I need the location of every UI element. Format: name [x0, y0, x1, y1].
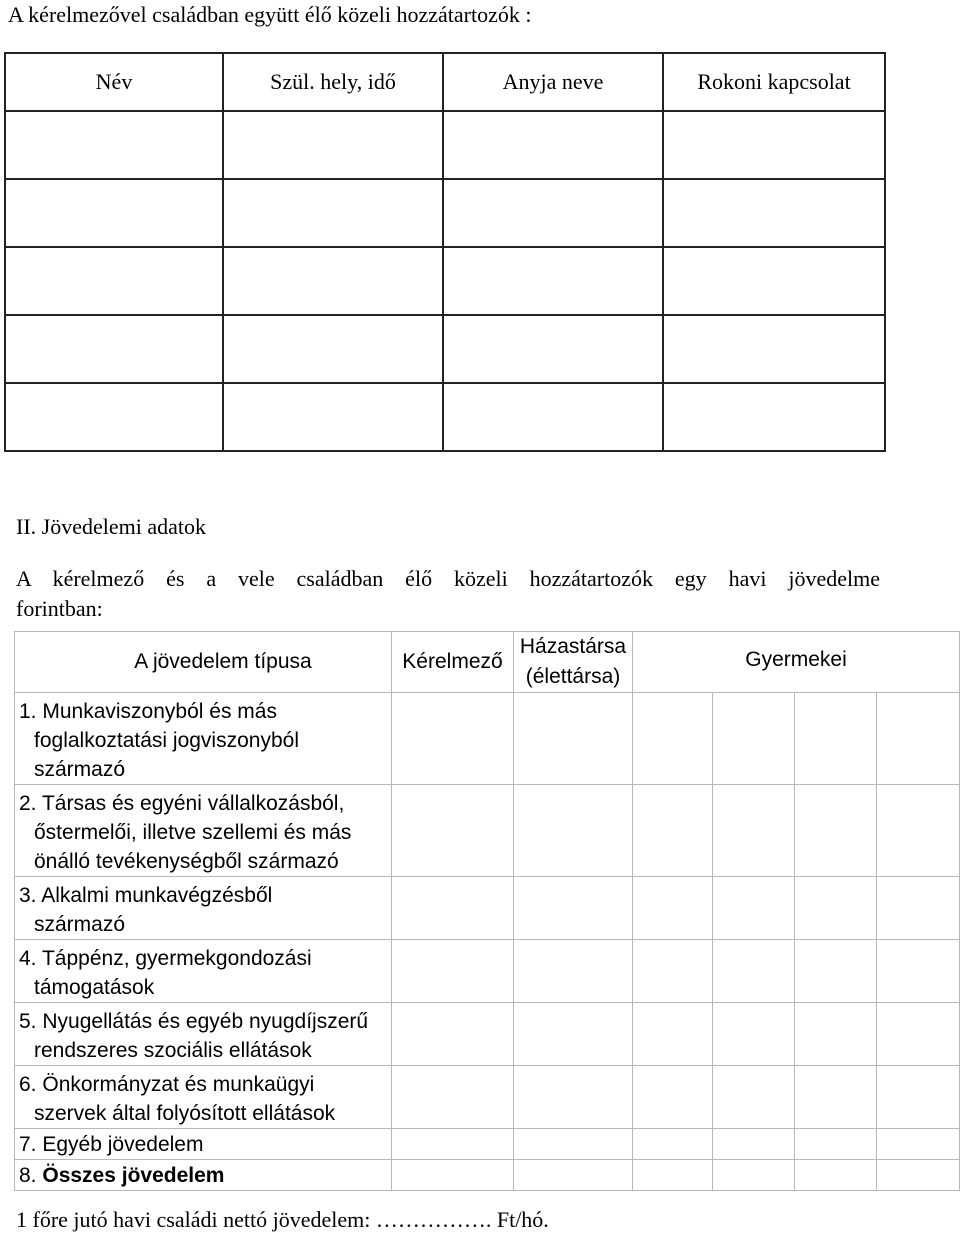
- family-members-table: [4, 52, 886, 452]
- income-type-label: [15, 1066, 392, 1129]
- child-income-cell[interactable]: [795, 785, 877, 877]
- spouse-income-cell[interactable]: [514, 877, 633, 940]
- table-row: [5, 315, 885, 383]
- child-income-cell[interactable]: [795, 940, 877, 1003]
- row-line1: Nyugellátás és egyéb nyugdíjszerű: [42, 1010, 369, 1033]
- child-income-cell[interactable]: [877, 877, 960, 940]
- child-income-cell[interactable]: [877, 693, 960, 785]
- table-row: [5, 111, 885, 179]
- birthplace-date-cell[interactable]: [223, 247, 443, 315]
- child-income-cell[interactable]: [713, 1160, 795, 1191]
- spouse-income-cell[interactable]: [514, 1066, 633, 1129]
- mother-name-cell[interactable]: [443, 247, 663, 315]
- child-income-cell[interactable]: [877, 940, 960, 1003]
- income-type-label: [15, 1160, 392, 1191]
- applicant-income-cell[interactable]: [392, 940, 514, 1003]
- table-row: [15, 877, 960, 940]
- birthplace-date-cell[interactable]: [223, 315, 443, 383]
- table-row: [15, 1129, 960, 1160]
- row-line2: szervek által folyósított ellátások: [34, 1102, 336, 1125]
- relationship-cell[interactable]: [663, 111, 885, 179]
- row-number: 4.: [19, 947, 37, 970]
- child-income-cell[interactable]: [633, 693, 713, 785]
- income-type-label: [15, 940, 392, 1003]
- child-income-cell[interactable]: [633, 1129, 713, 1160]
- child-income-cell[interactable]: [633, 877, 713, 940]
- child-income-cell[interactable]: [633, 1160, 713, 1191]
- income-type-label: [15, 1129, 392, 1160]
- header-spouse-line1: Házastársa: [519, 635, 627, 658]
- table-row: [15, 785, 960, 877]
- header-children: Gyermekei: [633, 632, 960, 693]
- child-income-cell[interactable]: [877, 1129, 960, 1160]
- column-header-birthplace-date: Szül. hely, idő: [223, 53, 443, 111]
- row-line1: Egyéb jövedelem: [42, 1133, 204, 1156]
- income-type-label: [15, 877, 392, 940]
- name-cell[interactable]: [5, 247, 223, 315]
- row-number: 8.: [19, 1164, 37, 1187]
- child-income-cell[interactable]: [795, 1160, 877, 1191]
- birthplace-date-cell[interactable]: [223, 179, 443, 247]
- income-intro-line2: forintban:: [16, 596, 103, 621]
- row-number: 3.: [19, 884, 37, 907]
- family-heading: A kérelmezővel családban együtt élő közeli hozzátartozók :: [8, 2, 532, 27]
- applicant-income-cell[interactable]: [392, 877, 514, 940]
- table-row: [15, 1066, 960, 1129]
- child-income-cell[interactable]: [713, 1003, 795, 1066]
- column-header-mother-name: Anyja neve: [443, 53, 663, 111]
- row-line2: foglalkoztatási jogviszonyból: [34, 729, 299, 752]
- spouse-income-cell[interactable]: [514, 693, 633, 785]
- birthplace-date-cell[interactable]: [223, 383, 443, 451]
- relationship-cell[interactable]: [663, 383, 885, 451]
- relationship-cell[interactable]: [663, 179, 885, 247]
- child-income-cell[interactable]: [713, 1129, 795, 1160]
- header-applicant: Kérelmező: [392, 632, 514, 693]
- table-row: [5, 383, 885, 451]
- per-capita-blank[interactable]: …………….: [375, 1207, 492, 1232]
- child-income-cell[interactable]: [877, 1160, 960, 1191]
- column-header-name: Név: [5, 53, 223, 111]
- applicant-income-cell[interactable]: [392, 1003, 514, 1066]
- row-number: 6.: [19, 1073, 37, 1096]
- name-cell[interactable]: [5, 315, 223, 383]
- birthplace-date-cell[interactable]: [223, 111, 443, 179]
- row-line2: származó: [34, 913, 126, 936]
- name-cell[interactable]: [5, 179, 223, 247]
- row-line1: Önkormányzat és munkaügyi: [42, 1073, 315, 1096]
- mother-name-cell[interactable]: [443, 179, 663, 247]
- income-intro-line1: A kérelmező és a vele családban élő közeli hozzátartozók egy havi jövedelme: [16, 566, 880, 591]
- child-income-cell[interactable]: [795, 1003, 877, 1066]
- child-income-cell[interactable]: [713, 785, 795, 877]
- income-type-label: [15, 1003, 392, 1066]
- mother-name-cell[interactable]: [443, 111, 663, 179]
- income-table-header-row: [15, 632, 960, 693]
- name-cell[interactable]: [5, 383, 223, 451]
- per-capita-unit: Ft/hó.: [496, 1207, 549, 1232]
- income-type-label: [15, 785, 392, 877]
- child-income-cell[interactable]: [795, 1129, 877, 1160]
- spouse-income-cell[interactable]: [514, 1003, 633, 1066]
- row-line2: támogatások: [34, 976, 155, 999]
- table-row: [15, 1003, 960, 1066]
- applicant-income-cell[interactable]: [392, 1129, 514, 1160]
- row-line1: Táppénz, gyermekgondozási: [41, 947, 312, 970]
- mother-name-cell[interactable]: [443, 315, 663, 383]
- row-number: 5.: [19, 1010, 37, 1033]
- child-income-cell[interactable]: [795, 1066, 877, 1129]
- name-cell[interactable]: [5, 111, 223, 179]
- header-spouse: [514, 632, 633, 693]
- row-line1: Összes jövedelem: [42, 1164, 225, 1187]
- mother-name-cell[interactable]: [443, 383, 663, 451]
- row-number: 1.: [19, 700, 37, 723]
- spouse-income-cell[interactable]: [514, 940, 633, 1003]
- spouse-income-cell[interactable]: [514, 1129, 633, 1160]
- row-line1: Társas és egyéni vállalkozásból,: [41, 792, 345, 815]
- income-type-label: [15, 693, 392, 785]
- table-row: [5, 247, 885, 315]
- row-line1: Alkalmi munkavégzésből: [41, 884, 273, 907]
- child-income-cell[interactable]: [795, 693, 877, 785]
- family-table-header-row: [5, 53, 885, 111]
- per-capita-label: 1 főre jutó havi családi nettó jövedelem:: [16, 1207, 371, 1232]
- relationship-cell[interactable]: [663, 247, 885, 315]
- table-row: [15, 1160, 960, 1191]
- row-line3: származó: [34, 758, 126, 781]
- income-table: [14, 631, 960, 1191]
- applicant-income-cell[interactable]: [392, 1160, 514, 1191]
- applicant-income-cell[interactable]: [392, 693, 514, 785]
- table-row: [5, 179, 885, 247]
- header-spouse-line2: (élettársa): [525, 665, 621, 688]
- row-line2: őstermelői, illetve szellemi és más: [34, 821, 352, 844]
- applicant-income-cell[interactable]: [392, 785, 514, 877]
- row-number: 2.: [19, 792, 37, 815]
- row-number: 7.: [19, 1133, 37, 1156]
- income-section-title: II. Jövedelemi adatok: [16, 514, 206, 539]
- child-income-cell[interactable]: [633, 785, 713, 877]
- child-income-cell[interactable]: [877, 1003, 960, 1066]
- child-income-cell[interactable]: [633, 940, 713, 1003]
- header-income-type: A jövedelem típusa: [15, 632, 392, 693]
- spouse-income-cell[interactable]: [514, 1160, 633, 1191]
- table-row: [15, 940, 960, 1003]
- relationship-cell[interactable]: [663, 315, 885, 383]
- table-row: [15, 693, 960, 785]
- child-income-cell[interactable]: [633, 1066, 713, 1129]
- child-income-cell[interactable]: [713, 693, 795, 785]
- child-income-cell[interactable]: [877, 1066, 960, 1129]
- column-header-relationship: Rokoni kapcsolat: [663, 53, 885, 111]
- child-income-cell[interactable]: [713, 877, 795, 940]
- child-income-cell[interactable]: [877, 785, 960, 877]
- child-income-cell[interactable]: [795, 877, 877, 940]
- per-capita-income-line: [16, 1207, 549, 1233]
- applicant-income-cell[interactable]: [392, 1066, 514, 1129]
- row-line2: rendszeres szociális ellátások: [34, 1039, 312, 1062]
- child-income-cell[interactable]: [713, 940, 795, 1003]
- spouse-income-cell[interactable]: [514, 785, 633, 877]
- child-income-cell[interactable]: [713, 1066, 795, 1129]
- row-line3: önálló tevékenységből származó: [34, 850, 339, 873]
- row-line1: Munkaviszonyból és más: [42, 700, 277, 723]
- child-income-cell[interactable]: [633, 1003, 713, 1066]
